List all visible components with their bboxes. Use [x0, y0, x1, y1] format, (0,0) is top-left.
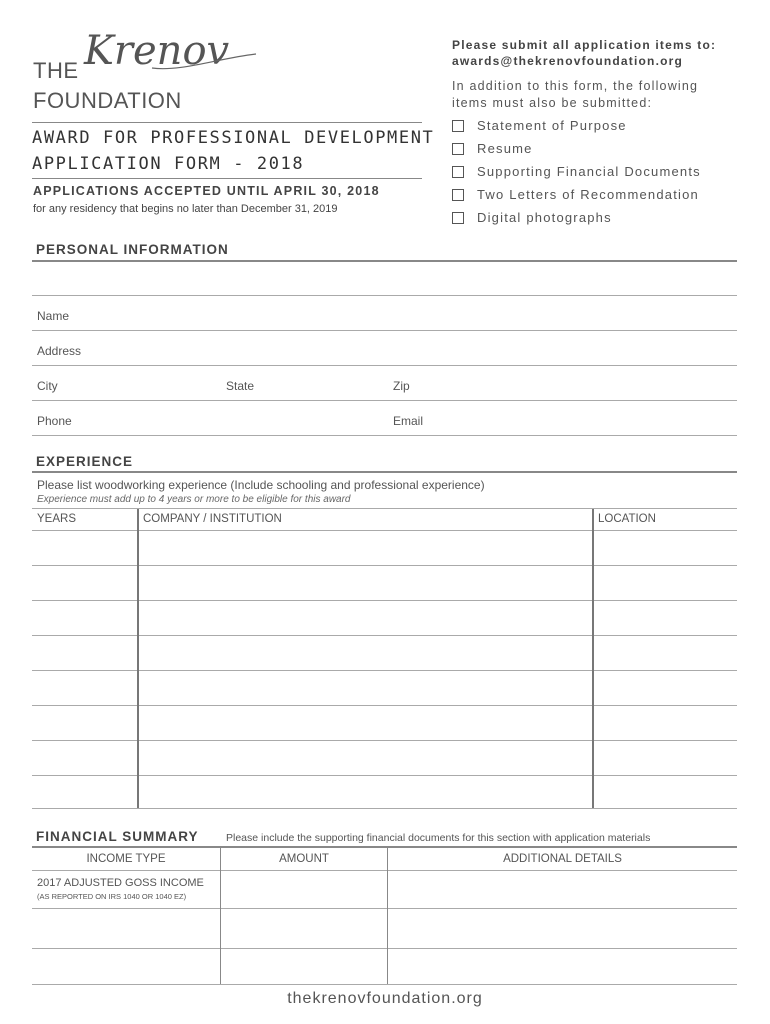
personal-info-heading: PERSONAL INFORMATION	[36, 242, 229, 257]
required-item[interactable]	[452, 118, 627, 133]
deadline-text: APPLICATIONS ACCEPTED UNTIL APRIL 30, 2018	[33, 184, 380, 198]
financial-note: Please include the supporting financial documents for this section with application materials	[226, 832, 651, 844]
required-item[interactable]	[452, 164, 701, 179]
column-location: LOCATION	[598, 513, 656, 525]
experience-instruction: Please list woodworking experience (Include schooling and professional experience)	[37, 478, 485, 492]
logo-flourish	[150, 52, 260, 74]
checkbox[interactable]	[452, 212, 464, 224]
checkbox[interactable]	[452, 166, 464, 178]
address-field[interactable]	[32, 365, 737, 366]
deadline-subtext: for any residency that begins no later than December 31, 2019	[33, 203, 338, 215]
required-item-label: Resume	[477, 141, 533, 156]
experience-row[interactable]	[32, 808, 737, 809]
submission-intro-line1: In addition to this form, the following	[452, 79, 699, 93]
required-item-label: Supporting Financial Documents	[477, 164, 701, 179]
submission-heading	[452, 37, 716, 69]
phone-label: Phone	[37, 414, 72, 428]
checkbox[interactable]	[452, 189, 464, 201]
footer-url[interactable]: thekrenovfoundation.org	[287, 990, 483, 1007]
required-item-label: Digital photographs	[477, 210, 612, 225]
required-item-label: Two Letters of Recommendation	[477, 187, 699, 202]
email-label: Email	[393, 414, 424, 428]
state-label: State	[226, 379, 255, 393]
submission-intro	[452, 78, 752, 112]
column-additional-details: ADDITIONAL DETAILS	[503, 853, 622, 865]
required-item-label: Statement of Purpose	[477, 118, 627, 133]
city-state-zip-field[interactable]	[32, 400, 737, 401]
logo-the: THE	[33, 58, 79, 83]
income-row-label: 2017 ADJUSTED GOSS INCOME	[37, 877, 204, 889]
city-label: City	[37, 379, 58, 393]
financial-row[interactable]	[32, 948, 737, 949]
name-label: Name	[37, 309, 70, 323]
checkbox[interactable]	[452, 120, 464, 132]
phone-email-field[interactable]	[32, 435, 737, 436]
financial-heading: FINANCIAL SUMMARY	[36, 829, 199, 844]
experience-note: Experience must add up to 4 years or more to be eligible for this award	[37, 494, 351, 505]
zip-label: Zip	[393, 379, 410, 393]
income-row-sublabel: (AS REPORTED ON IRS 1040 OR 1040 EZ)	[37, 892, 187, 901]
financial-row[interactable]	[32, 984, 737, 985]
required-item[interactable]	[452, 187, 699, 202]
submission-email: awards@thekrenovfoundation.org	[452, 54, 684, 68]
required-item[interactable]	[452, 210, 612, 225]
column-years: YEARS	[37, 513, 76, 525]
address-label: Address	[37, 344, 82, 358]
required-item[interactable]	[452, 141, 533, 156]
experience-heading: EXPERIENCE	[36, 454, 134, 469]
column-income-type: INCOME TYPE	[86, 853, 166, 865]
submission-heading-line1: Please submit all application items to:	[452, 38, 717, 52]
column-amount: AMOUNT	[279, 853, 329, 865]
form-title-line1: AWARD FOR PROFESSIONAL DEVELOPMENT	[32, 128, 435, 148]
logo-script: Krenov	[84, 28, 230, 74]
column-company: COMPANY / INSTITUTION	[143, 513, 282, 525]
logo-foundation: FOUNDATION	[33, 88, 182, 113]
form-title-line2: APPLICATION FORM - 2018	[32, 154, 305, 174]
financial-row[interactable]	[32, 908, 737, 909]
name-field[interactable]	[32, 330, 737, 331]
checkbox[interactable]	[452, 143, 464, 155]
submission-intro-line2: items must also be submitted:	[452, 96, 653, 110]
